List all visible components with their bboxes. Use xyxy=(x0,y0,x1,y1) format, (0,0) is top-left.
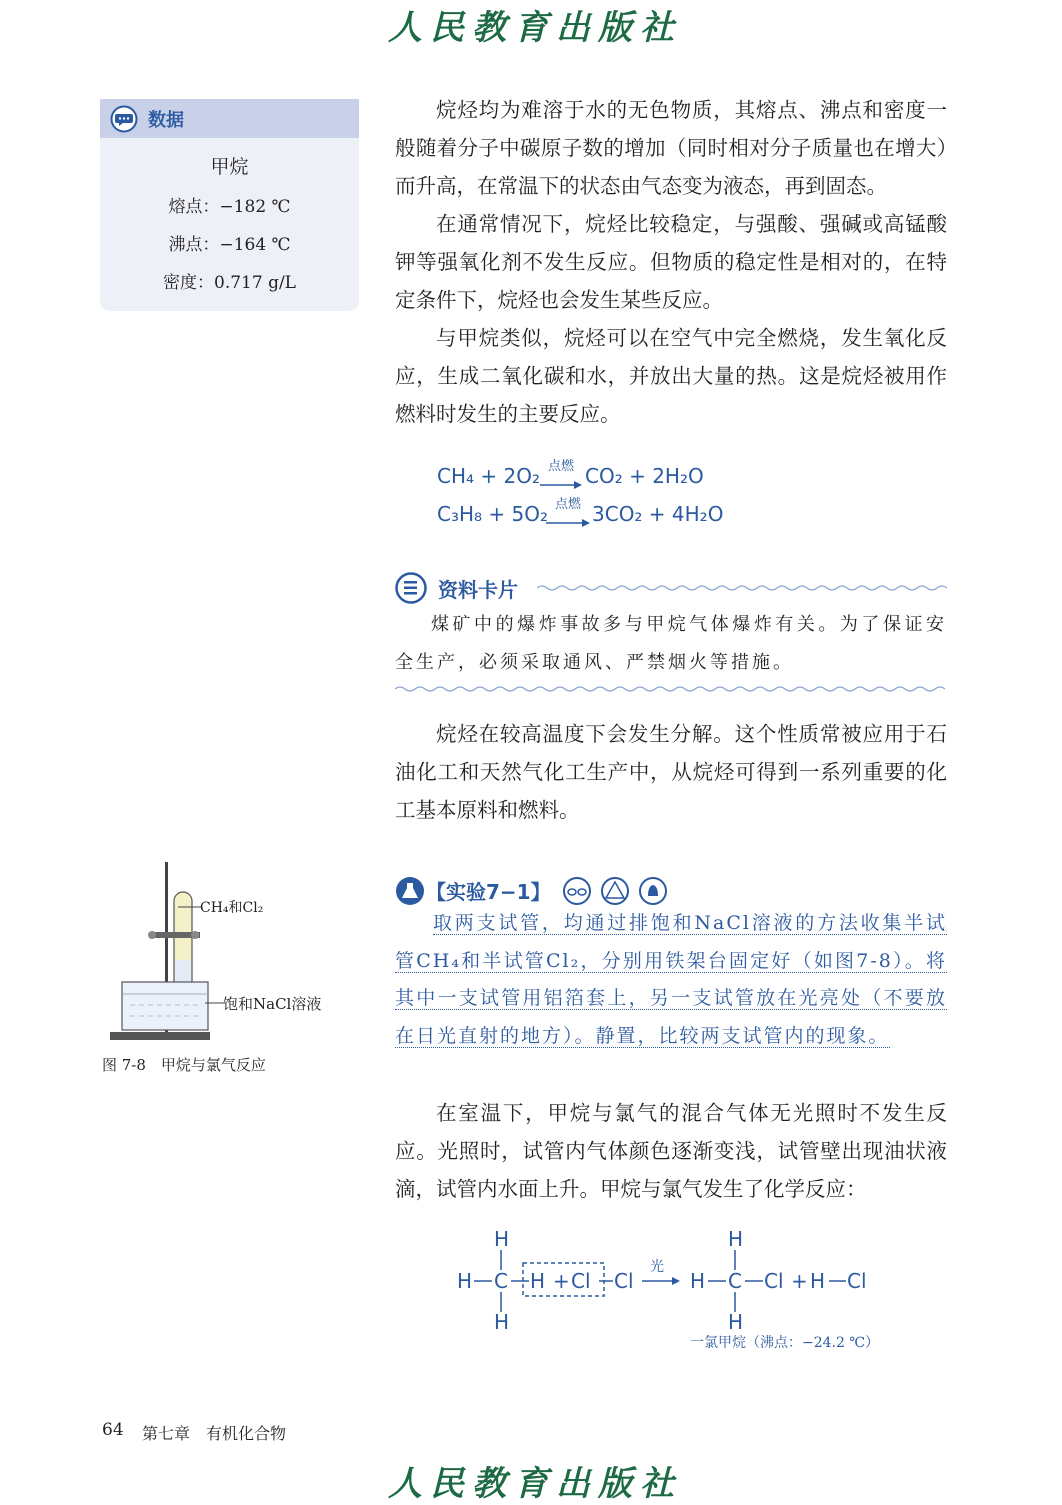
eq1-right: CO₂ + 2H₂O xyxy=(585,464,704,488)
data-sidebar xyxy=(100,99,359,311)
publisher-logo-header: 人民教育出版社 xyxy=(388,8,682,48)
apparatus-figure xyxy=(110,860,220,1050)
publisher-logo-footer: 人民教育出版社 xyxy=(388,1464,682,1504)
body-text-bottom xyxy=(395,1094,947,1208)
eq1-arrow xyxy=(540,455,582,493)
speech-bubble-icon xyxy=(110,105,138,133)
hazard-icon xyxy=(602,878,628,904)
sidebar-title: 数据 xyxy=(148,109,184,131)
product-chlorine: Cl xyxy=(764,1269,784,1293)
eq2-left: C₃H₈ + 5O₂ xyxy=(437,502,548,526)
methane-h-right: H xyxy=(530,1269,546,1293)
sidebar-boiling-point: 沸点：−164 ℃ xyxy=(168,235,291,255)
product-note: 一氯甲烷（沸点：−24.2 ℃） xyxy=(690,1335,880,1351)
methane-h-top: H xyxy=(494,1227,510,1251)
sidebar-header xyxy=(100,99,359,138)
equation-propane-combustion xyxy=(437,502,548,526)
flask-icon xyxy=(395,876,425,906)
label-leader-solution xyxy=(205,1002,225,1004)
info-card xyxy=(395,570,947,695)
product-h-top: H xyxy=(728,1227,744,1251)
paragraph-methane-chlorine: 在室温下，甲烷与氯气的混合气体无光照时不发生反应。光照时，试管内气体颜色逐渐变浅，试管壁出现油状液滴，试管内水面上升。甲烷与氯气发生了化学反应： xyxy=(395,1101,947,1201)
body-text-middle xyxy=(395,715,947,829)
label-leader-gas xyxy=(178,906,202,908)
paragraph-alkane-decomposition: 烷烃在较高温度下会发生分解。这个性质常被应用于石油化工和天然气化工生产中，从烷烃可得到一系列重要的化工基本原料和燃料。 xyxy=(395,722,947,822)
experiment-title: 【实验7−1】 xyxy=(426,880,551,904)
hcl-chlorine: Cl xyxy=(847,1269,867,1293)
sidebar-melting-point: 熔点：−182 ℃ xyxy=(168,197,291,217)
product-h-bottom: H xyxy=(728,1310,744,1334)
hand-wash-icon xyxy=(640,878,666,904)
paragraph-alkane-combustion: 与甲烷类似，烷烃可以在空气中完全燃烧，发生氧化反应，生成二氧化碳和水，并放出大量的热。这是烷烃被用作燃料时发生的主要反应。 xyxy=(395,326,947,426)
body-text-top xyxy=(395,91,947,433)
figure-label-solution: 饱和NaCl溶液 xyxy=(223,995,322,1013)
chlorine-2: Cl xyxy=(614,1269,634,1293)
arrow-right-icon xyxy=(546,519,590,527)
reaction-bonds xyxy=(440,1220,880,1340)
equation-methane-combustion xyxy=(437,464,540,488)
eq2-right: 3CO₂ + 4H₂O xyxy=(592,502,724,526)
methane-h-bottom: H xyxy=(494,1310,510,1334)
goggles-icon xyxy=(564,878,590,904)
chlorine-1: Cl xyxy=(571,1269,591,1293)
document-icon xyxy=(395,572,427,604)
experiment-text-block xyxy=(395,905,947,1055)
info-card-text: 煤矿中的爆炸事故多与甲烷气体爆炸有关。为了保证安全生产，必须采取通风、严禁烟火等措施。 xyxy=(395,614,947,673)
plus-2: + xyxy=(791,1269,808,1293)
eq2-condition: 点燃 xyxy=(554,497,581,512)
chapter-title: 第七章 有机化合物 xyxy=(142,1424,287,1443)
figure-label-gas: CH₄和Cl₂ xyxy=(200,900,264,916)
eq2-arrow xyxy=(546,493,590,531)
info-card-title: 资料卡片 xyxy=(438,578,518,602)
eq1-condition: 点燃 xyxy=(547,459,574,474)
hcl-hydrogen: H xyxy=(810,1269,826,1293)
figure-caption: 图 7-8 甲烷与氯气反应 xyxy=(102,1056,266,1074)
page-number: 64 xyxy=(102,1420,124,1440)
arrow-right-icon xyxy=(540,481,582,489)
experiment-text: 取两支试管，均通过排饱和NaCl溶液的方法收集半试管CH₄和半试管Cl₂，分别用铁架台固定好（如图7-8）。将其中一支试管用铝箔套上，另一支试管放在光亮处（不要放在日光直射的地方）。静置，比较两支试管内的现象。 xyxy=(395,912,947,1047)
paragraph-alkane-stability: 在通常情况下，烷烃比较稳定，与强酸、强碱或高锰酸钾等强氧化剂不发生反应。但物质的稳定性是相对的，在特定条件下，烷烃也会发生某些反应。 xyxy=(395,212,947,312)
product-carbon: C xyxy=(728,1269,742,1293)
methane-h-left: H xyxy=(457,1269,473,1293)
product-h-left: H xyxy=(690,1269,706,1293)
wavy-divider-top xyxy=(537,584,947,592)
paragraph-alkane-properties: 烷烃均为难溶于水的无色物质，其熔点、沸点和密度一般随着分子中碳原子数的增加（同时相对分子质量也在增大）而升高，在常温下的状态由气态变为液态，再到固态。 xyxy=(395,98,947,198)
methane-carbon: C xyxy=(494,1269,508,1293)
wavy-divider-bottom xyxy=(395,685,947,693)
eq1-left: CH₄ + 2O₂ xyxy=(437,464,540,488)
reaction-condition: 光 xyxy=(650,1259,664,1275)
sidebar-substance: 甲烷 xyxy=(210,156,249,178)
safety-icons xyxy=(562,876,672,906)
plus-1: + xyxy=(553,1269,570,1293)
sidebar-density: 密度：0.717 g/L xyxy=(163,273,296,293)
